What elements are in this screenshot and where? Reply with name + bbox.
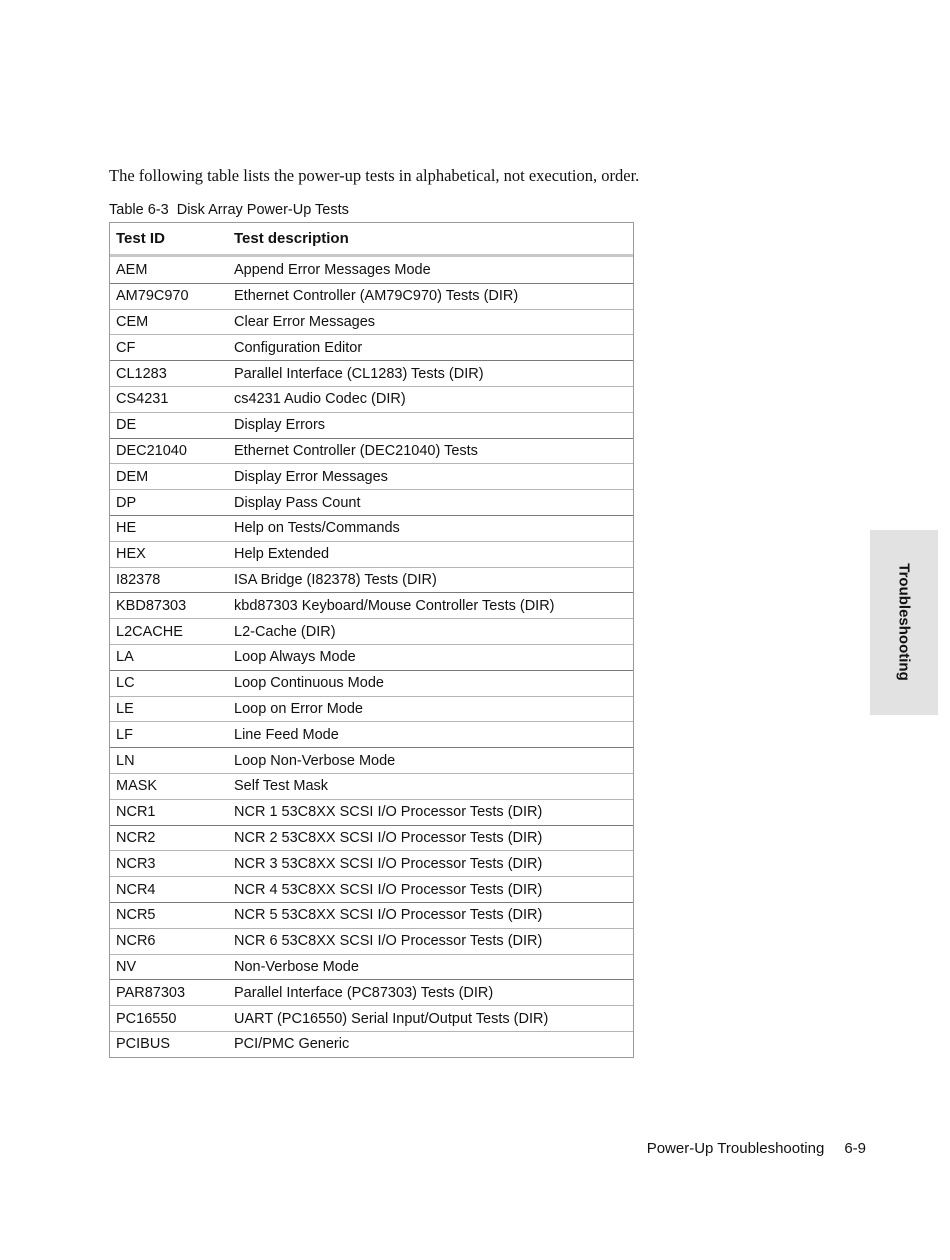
test-description-cell: Loop Continuous Mode [234, 675, 384, 692]
test-description-cell: Display Errors [234, 417, 326, 434]
test-id-cell: PCIBUS [116, 1036, 170, 1053]
table-caption-number: Table 6-3 [109, 202, 169, 218]
footer-section-title: Power-Up Troubleshooting [646, 1140, 825, 1157]
test-id-cell: NCR4 [116, 881, 156, 898]
test-id-cell: KBD87303 [116, 597, 187, 614]
test-description-cell: Clear Error Messages [234, 313, 376, 330]
table-header-row [110, 223, 633, 257]
test-id-cell: LA [116, 649, 134, 666]
test-id-cell: LF [116, 726, 133, 743]
column-header-test-id: Test ID [116, 230, 165, 247]
test-id-cell: NCR6 [116, 933, 156, 950]
test-description-cell: Configuration Editor [234, 339, 363, 356]
test-description-cell: NCR 2 53C8XX SCSI I/O Processor Tests (DIR) [234, 829, 543, 846]
test-id-cell: DEM [116, 468, 149, 485]
table-row [110, 850, 633, 876]
test-description-cell: Ethernet Controller (DEC21040) Tests [234, 442, 478, 459]
table-row [110, 1031, 633, 1057]
test-description-cell: NCR 5 53C8XX SCSI I/O Processor Tests (DIR) [234, 907, 543, 924]
test-description-cell: Loop Always Mode [234, 649, 356, 666]
column-header-test-description: Test description [234, 230, 349, 247]
table-row [110, 592, 633, 618]
test-id-cell: LE [116, 700, 134, 717]
table-row [110, 902, 633, 928]
test-id-cell: AEM [116, 261, 148, 278]
test-id-cell: CF [116, 339, 136, 356]
table-row [110, 979, 633, 1005]
table-row [110, 489, 633, 515]
table-row [110, 334, 633, 360]
test-description-cell: Help Extended [234, 546, 330, 563]
table-row [110, 438, 633, 464]
test-id-cell: NV [116, 958, 137, 975]
test-description-cell: NCR 4 53C8XX SCSI I/O Processor Tests (DIR) [234, 881, 543, 898]
test-id-cell: CS4231 [116, 391, 169, 408]
test-description-cell: Self Test Mask [234, 778, 329, 795]
table-row [110, 928, 633, 954]
test-description-cell: UART (PC16550) Serial Input/Output Tests (DIR) [234, 1010, 549, 1027]
test-id-cell: LN [116, 752, 135, 769]
test-description-cell: L2-Cache (DIR) [234, 623, 336, 640]
page-number: 6-9 [844, 1140, 866, 1157]
table-row [110, 257, 633, 283]
test-id-cell: CEM [116, 313, 149, 330]
test-id-cell: CL1283 [116, 365, 167, 382]
test-id-cell: AM79C970 [116, 288, 189, 305]
table-row [110, 541, 633, 567]
table-row [110, 515, 633, 541]
side-tab-label: Troubleshooting [895, 563, 913, 681]
test-id-cell: PAR87303 [116, 984, 186, 1001]
table-row [110, 696, 633, 722]
table-row [110, 799, 633, 825]
test-description-cell: Parallel Interface (PC87303) Tests (DIR) [234, 984, 494, 1001]
table-caption [109, 201, 349, 219]
table-row [110, 360, 633, 386]
test-description-cell: Parallel Interface (CL1283) Tests (DIR) [234, 365, 484, 382]
test-id-cell: NCR3 [116, 855, 156, 872]
test-id-cell: NCR5 [116, 907, 156, 924]
table-row [110, 1005, 633, 1031]
test-description-cell: Display Pass Count [234, 494, 361, 511]
table-row [110, 954, 633, 980]
table-row [110, 825, 633, 851]
test-description-cell: NCR 3 53C8XX SCSI I/O Processor Tests (DIR) [234, 855, 543, 872]
test-description-cell: Append Error Messages Mode [234, 261, 431, 278]
test-id-cell: NCR2 [116, 829, 156, 846]
table-row [110, 283, 633, 309]
test-description-cell: Ethernet Controller (AM79C970) Tests (DIR) [234, 288, 519, 305]
test-description-cell: ISA Bridge (I82378) Tests (DIR) [234, 571, 437, 588]
test-description-cell: kbd87303 Keyboard/Mouse Controller Tests (DIR) [234, 597, 555, 614]
table-row [110, 618, 633, 644]
test-id-cell: MASK [116, 778, 158, 795]
test-description-cell: Loop on Error Mode [234, 700, 363, 717]
table-row [110, 309, 633, 335]
table-row [110, 412, 633, 438]
table-row [110, 747, 633, 773]
table-caption-title: Disk Array Power-Up Tests [176, 202, 349, 218]
test-description-cell: Non-Verbose Mode [234, 958, 359, 975]
table-row [110, 876, 633, 902]
test-description-cell: PCI/PMC Generic [234, 1036, 350, 1053]
test-id-cell: NCR1 [116, 804, 156, 821]
test-id-cell: DP [116, 494, 137, 511]
test-id-cell: HEX [116, 546, 146, 563]
test-description-cell: cs4231 Audio Codec (DIR) [234, 391, 406, 408]
table-row [110, 644, 633, 670]
test-id-cell: DE [116, 417, 137, 434]
table-row [110, 567, 633, 593]
page-footer [647, 1140, 866, 1157]
test-description-cell: NCR 1 53C8XX SCSI I/O Processor Tests (DIR) [234, 804, 543, 821]
test-description-cell: Line Feed Mode [234, 726, 339, 743]
test-id-cell: PC16550 [116, 1010, 177, 1027]
power-up-tests-table [109, 222, 634, 1058]
table-row [110, 386, 633, 412]
table-row [110, 670, 633, 696]
test-id-cell: I82378 [116, 571, 161, 588]
intro-paragraph: The following table lists the power-up tests in alphabetical, not execution, order. [109, 166, 640, 185]
section-side-tab [870, 530, 938, 715]
test-id-cell: DEC21040 [116, 442, 187, 459]
test-description-cell: Loop Non-Verbose Mode [234, 752, 396, 769]
table-row [110, 463, 633, 489]
table-body [110, 257, 633, 1057]
test-description-cell: NCR 6 53C8XX SCSI I/O Processor Tests (DIR) [234, 933, 543, 950]
test-id-cell: HE [116, 520, 137, 537]
table-row [110, 773, 633, 799]
test-id-cell: LC [116, 675, 135, 692]
test-description-cell: Help on Tests/Commands [234, 520, 400, 537]
test-id-cell: L2CACHE [116, 623, 183, 640]
test-description-cell: Display Error Messages [234, 468, 388, 485]
table-row [110, 721, 633, 747]
